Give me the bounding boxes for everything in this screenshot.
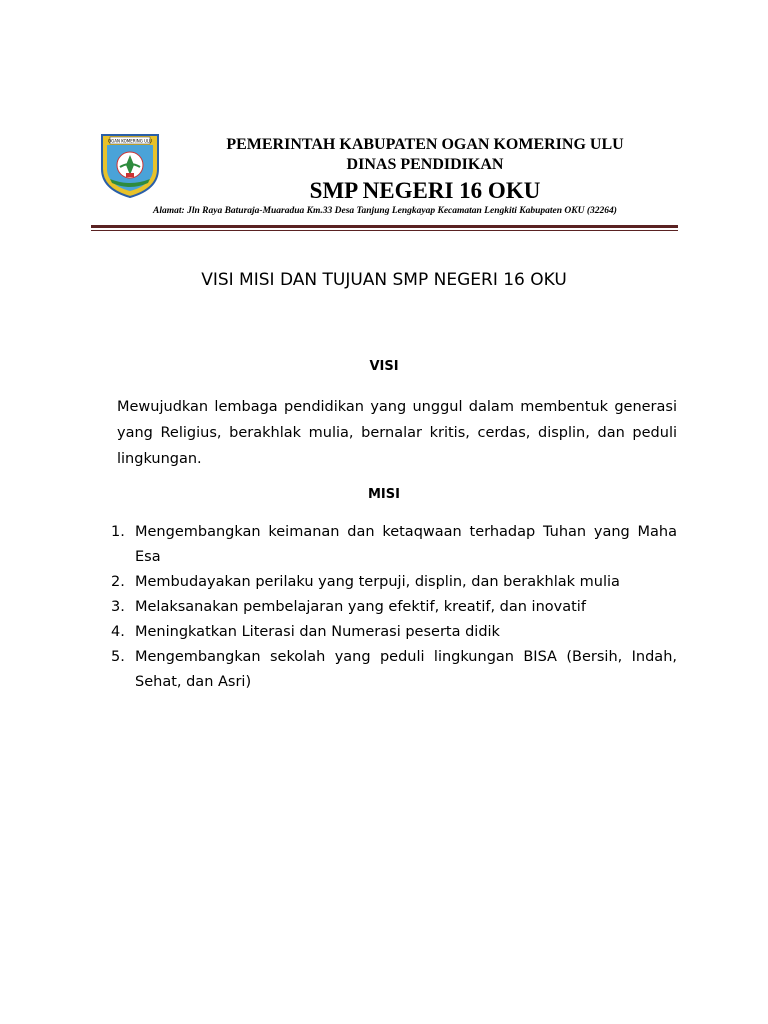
- list-number: 1.: [111, 524, 125, 540]
- logo-banner-text: OGAN KOMERING ULU: [108, 138, 152, 144]
- visi-text: Mewujudkan lembaga pendidikan yang unggul dalam membentuk generasi yang Religius, berakhlak mulia, bernalar kritis, cerdas, displin, dan peduli lingkungan.: [117, 399, 677, 467]
- list-text: Mengembangkan sekolah yang peduli lingkungan BISA (Bersih, Indah, Sehat, dan Asri): [135, 649, 677, 690]
- list-item: [111, 595, 677, 620]
- letterhead-divider-thin: [91, 230, 678, 231]
- misi-list: [111, 520, 677, 695]
- list-text: Membudayakan perilaku yang terpuji, displin, dan berakhlak mulia: [135, 574, 620, 590]
- list-number: 2.: [111, 574, 125, 590]
- list-item: [111, 620, 677, 645]
- letterhead-divider-thick: [91, 225, 678, 228]
- list-item: [111, 520, 677, 570]
- list-item: [111, 645, 677, 695]
- list-item: [111, 570, 677, 595]
- school-address: Alamat: Jln Raya Baturaja-Muaradua Km.33 Desa Tanjung Lengkayap Kecamatan Lengkiti Kabupaten OKU (32264): [153, 206, 617, 216]
- misi-heading: MISI: [368, 487, 400, 502]
- list-text: Melaksanakan pembelajaran yang efektif, kreatif, dan inovatif: [135, 599, 586, 615]
- list-number: 3.: [111, 599, 125, 615]
- list-number: 4.: [111, 624, 125, 640]
- list-text: Mengembangkan keimanan dan ketaqwaan terhadap Tuhan yang Maha Esa: [135, 524, 677, 565]
- regency-emblem-logo: [98, 131, 162, 199]
- letterhead: [0, 0, 768, 240]
- government-name: PEMERINTAH KABUPATEN OGAN KOMERING ULU: [226, 136, 624, 153]
- visi-heading: VISI: [369, 359, 399, 374]
- document-title: VISI MISI DAN TUJUAN SMP NEGERI 16 OKU: [201, 270, 567, 290]
- department-name: DINAS PENDIDIKAN: [346, 156, 504, 173]
- list-number: 5.: [111, 649, 125, 665]
- list-text: Meningkatkan Literasi dan Numerasi peserta didik: [135, 624, 500, 640]
- school-name: SMP NEGERI 16 OKU: [309, 178, 541, 203]
